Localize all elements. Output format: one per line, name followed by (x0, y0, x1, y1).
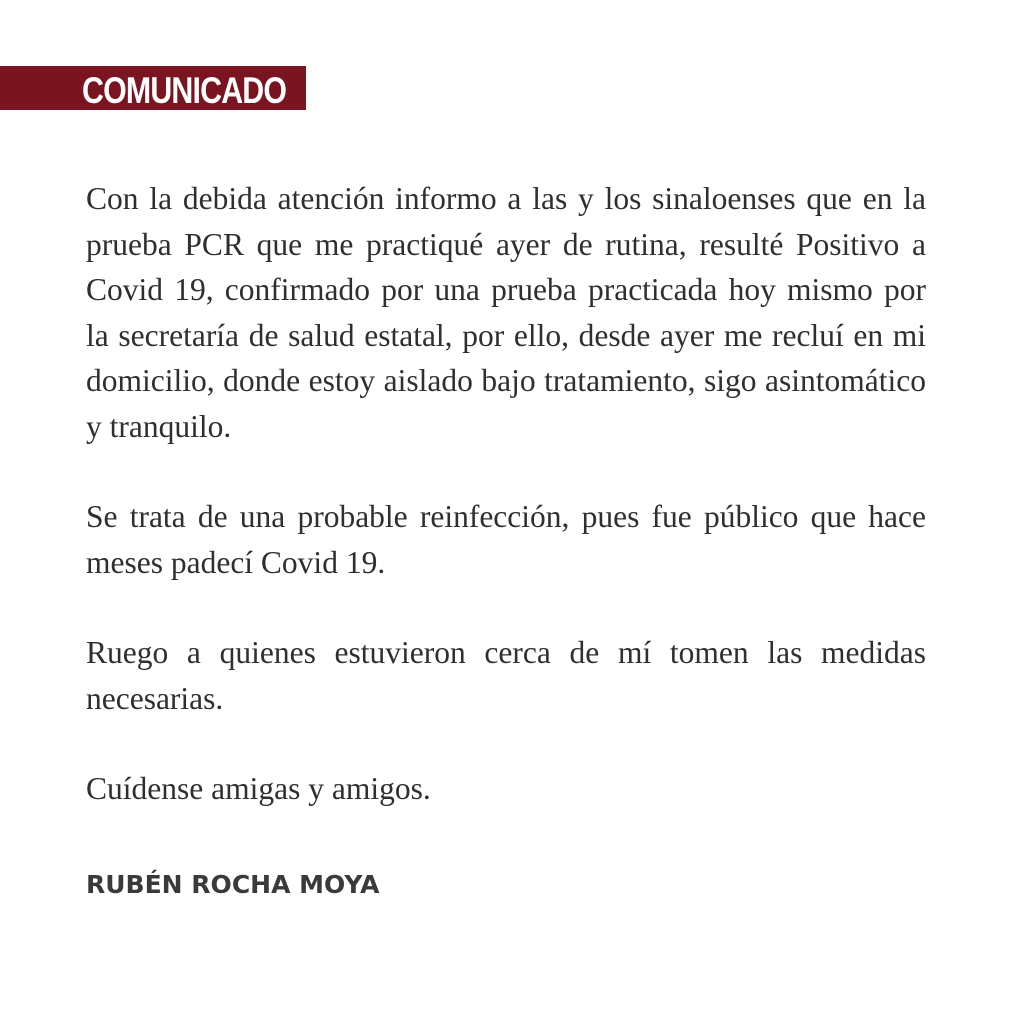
paragraph-3: Ruego a quienes estuvieron cerca de mí tomen las medidas necesarias. (86, 635, 926, 716)
paragraph-1: Con la debida atención informo a las y los sinaloenses que en la prueba PCR que me practiqué ayer de rutina, resulté Positivo a Covid 19, confirmado por una prueba practicada hoy mismo por la secretaría de salud estatal, por ello, desde ayer me recluí en mi domicilio, donde estoy aislado bajo tratamiento, sigo asintomático y tranquilo. (86, 181, 926, 444)
paragraph-4: Cuídense amigas y amigos. (86, 771, 431, 806)
paragraph-2: Se trata de una probable reinfección, pues fue público que hace meses padecí Covid 19. (86, 499, 926, 580)
signature-name: RUBÉN ROCHA MOYA (86, 870, 380, 899)
header-title: COMUNICADO (82, 70, 287, 111)
statement-body (86, 176, 926, 857)
